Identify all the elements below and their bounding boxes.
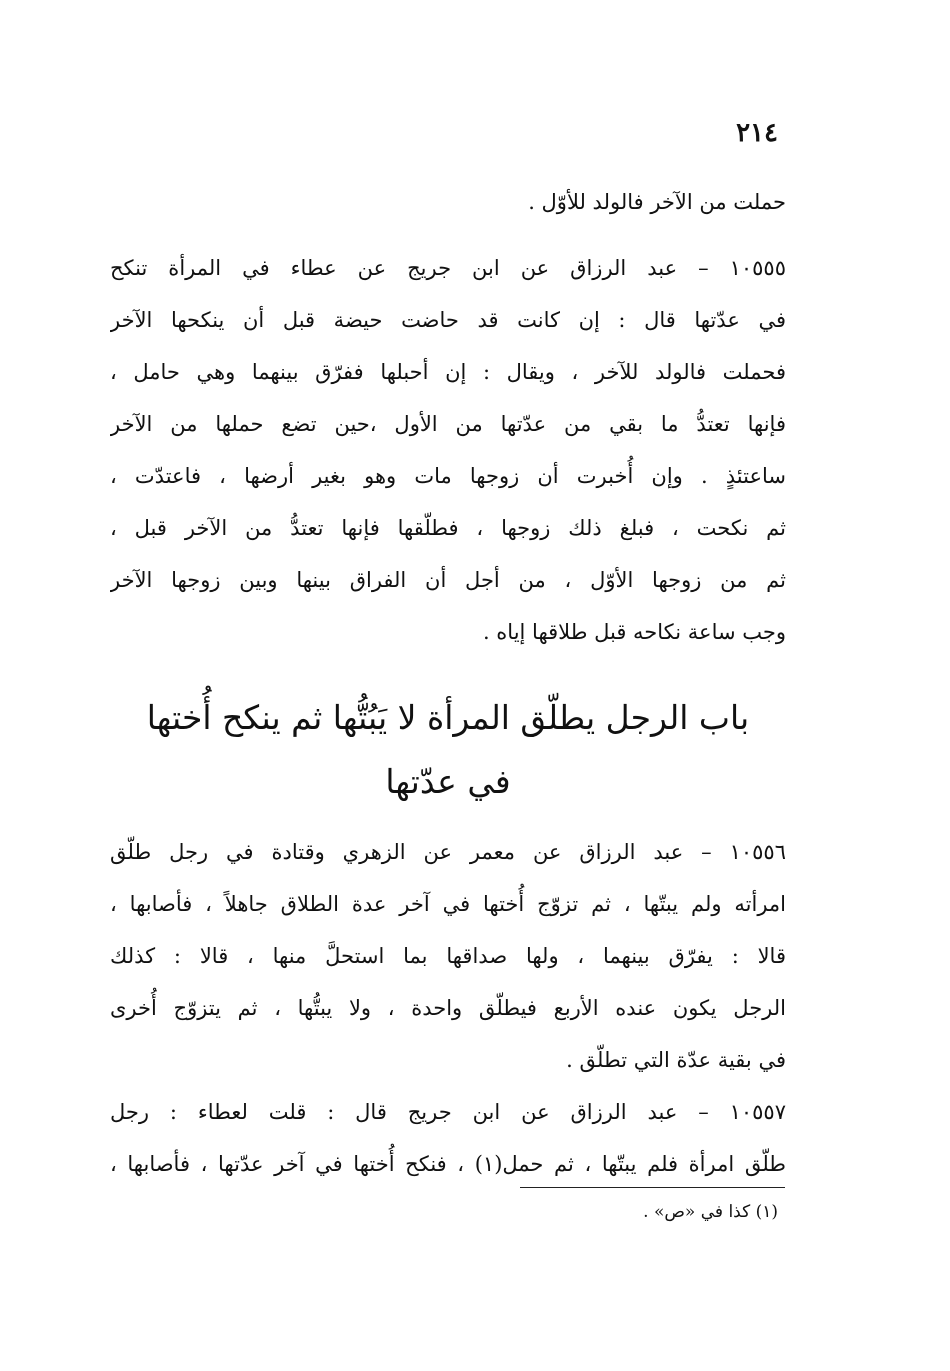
text-line: ١٠٥٥٥ – عبد الرزاق عن ابن جريج عن عطاء في المرأة تنكح	[110, 256, 786, 280]
text-line: طلّق امرأة فلم يبتّها ، ثم حمل(١) ، فنكح أُختها في آخر عدّتها ، فأصابها ،	[110, 1152, 786, 1176]
page-number: ٢١٤	[736, 118, 778, 148]
text-line: قالا : يفرّق بينهما ، ولها صداقها بما استحلَّ منها ، قالا : كذلك	[110, 944, 786, 968]
text-line: ثم من زوجها الأوّل ، من أجل أن الفراق بينها وبين زوجها الآخر	[110, 568, 786, 592]
heading-line: باب الرجل يطلّق المرأة لا يَبُتُّها ثم ينكح أُختها	[146, 698, 750, 737]
text-line: ١٠٥٥٦ – عبد الرزاق عن معمر عن الزهري وقتادة في رجل طلّق	[110, 840, 786, 864]
heading-line: في عدّتها	[385, 762, 511, 801]
text-line: ساعتئذٍ . وإن أُخبرت أن زوجها مات وهو بغير أرضها ، فاعتدّت ،	[110, 464, 786, 488]
paragraph-continuation	[110, 176, 786, 228]
paragraph-10556	[110, 826, 786, 1086]
text-line: حملت من الآخر فالولد للأوّل .	[528, 190, 786, 214]
text-line: الرجل يكون عنده الأربع فيطلّق واحدة ، ولا يبتُّها ، ثم يتزوّج أُخرى	[110, 996, 786, 1020]
footnote-divider	[520, 1187, 785, 1188]
text-line: فإنها تعتدُّ ما بقي من عدّتها من الأول ،حين تضع حملها من الآخر	[110, 412, 786, 436]
text-line: فحملت فالولد للآخر ، ويقال : إن أحبلها ففرّق بينهما وهي حامل ،	[110, 360, 786, 384]
chapter-heading	[110, 686, 786, 814]
text-line: وجب ساعة نكاحه قبل طلاقها إياه .	[482, 620, 786, 644]
text-line: في عدّتها قال : إن كانت قد حاضت حيضة قبل أن ينكحها الآخر	[110, 308, 786, 332]
text-line: امرأته ولم يبتّها ، ثم تزوّج أُختها في آخر عدة الطلاق جاهلاً ، فأصابها ،	[110, 892, 786, 916]
footnote: (١) كذا في «ص» .	[643, 1202, 778, 1222]
paragraph-10555	[110, 242, 786, 658]
text-line: ١٠٥٥٧ – عبد الرزاق عن ابن جريج قال : قلت لعطاء : رجل	[110, 1100, 786, 1124]
paragraph-10557	[110, 1086, 786, 1190]
text-line: ثم نكحت ، فبلغ ذلك زوجها ، فطلّقها فإنها تعتدُّ من الآخر قبل ،	[110, 516, 786, 540]
text-line: في بقية عدّة التي تطلّق .	[566, 1048, 786, 1072]
